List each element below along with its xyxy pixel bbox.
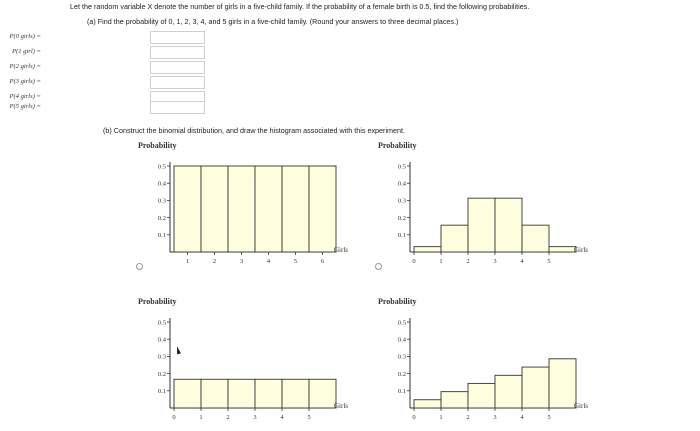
x-tick-label: 2 <box>226 414 230 421</box>
x-tick-label: 3 <box>253 414 257 421</box>
y-tick-label: 0.4 <box>397 180 406 188</box>
prob-input-0-girls[interactable] <box>150 31 205 44</box>
x-tick-label: 1 <box>439 258 443 265</box>
x-tick-label: 2 <box>466 414 470 421</box>
x-tick-label: 4 <box>520 258 524 265</box>
histogram-bar <box>282 166 309 252</box>
prob-label-4: P(4 girls) = <box>9 93 41 100</box>
histogram-option-c <box>138 296 366 430</box>
question-intro: Let the random variable X denote the number of girls in a five-child family. If the probability of a female birth is 0.5, find the following probabilities. <box>70 2 530 11</box>
prob-input-2-girls[interactable] <box>150 61 205 74</box>
x-tick-label: 5 <box>547 258 551 265</box>
y-tick-label: 0.3 <box>397 353 406 361</box>
histogram-bar <box>522 225 549 252</box>
y-tick-label: 0.4 <box>157 180 166 188</box>
part-a-prompt: (a) Find the probability of 0, 1, 2, 3, 4, and 5 girls in a five-child family. (Round your answers to three decimal places.) <box>87 17 459 26</box>
x-axis-label: Girls <box>574 246 588 254</box>
histogram-bar <box>174 166 201 252</box>
histogram-bar <box>201 166 228 252</box>
prob-label-2: P(2 girls) = <box>9 63 41 70</box>
x-tick-label: 0 <box>412 414 416 421</box>
histogram-bar <box>549 359 576 408</box>
histogram-bar <box>201 379 228 408</box>
y-tick-label: 0.2 <box>397 370 406 378</box>
x-tick-label: 0 <box>412 258 416 265</box>
histogram-bar <box>495 198 522 252</box>
x-tick-label: 5 <box>547 414 551 421</box>
chart-title: Probability <box>378 297 417 306</box>
y-tick-label: 0.2 <box>157 370 166 378</box>
histogram-bar <box>414 400 441 408</box>
histogram-bar <box>468 198 495 252</box>
x-tick-label: 1 <box>439 414 443 421</box>
histogram-bar <box>441 225 468 252</box>
y-tick-label: 0.2 <box>397 214 406 222</box>
x-tick-label: 0 <box>172 414 176 421</box>
x-tick-label: 1 <box>185 258 190 265</box>
prob-label-1: P(1 girl) = <box>12 48 41 55</box>
x-tick-label: 4 <box>266 258 271 265</box>
prob-input-3-girls[interactable] <box>150 76 205 89</box>
x-tick-label: 2 <box>466 258 470 265</box>
chart-title: Probability <box>138 297 177 306</box>
x-tick-label: 5 <box>293 258 298 265</box>
prob-input-5-girls[interactable] <box>150 101 205 114</box>
x-tick-label: 3 <box>493 414 497 421</box>
prob-label-5: P(5 girls) = <box>9 103 41 110</box>
x-axis-label: Girls <box>574 402 588 410</box>
histogram-bar <box>441 392 468 408</box>
x-tick-label: 3 <box>493 258 497 265</box>
x-axis-label: Girls <box>334 402 348 410</box>
chart-title: Probability <box>378 141 417 150</box>
histogram-bar <box>309 166 336 252</box>
prob-input-1-girl[interactable] <box>150 46 205 59</box>
y-tick-label: 0.4 <box>157 336 166 344</box>
x-axis-label: Girls <box>334 246 348 254</box>
y-tick-label: 0.1 <box>397 232 406 240</box>
histogram-bar <box>414 247 441 252</box>
y-tick-label: 0.1 <box>157 232 166 240</box>
histogram-bar <box>255 166 282 252</box>
histogram-option-d <box>378 296 606 430</box>
y-tick-label: 0.3 <box>157 197 166 205</box>
y-tick-label: 0.5 <box>397 319 406 327</box>
y-tick-label: 0.1 <box>397 388 406 396</box>
y-tick-label: 0.1 <box>157 388 166 396</box>
x-tick-label: 4 <box>280 414 284 421</box>
y-tick-label: 0.5 <box>397 163 406 171</box>
y-tick-label: 0.4 <box>397 336 406 344</box>
histogram-bar <box>309 379 336 408</box>
y-tick-label: 0.5 <box>157 319 166 327</box>
prob-label-0: P(0 girls) = <box>9 33 41 40</box>
x-tick-label: 3 <box>239 258 244 265</box>
histogram-option-b <box>378 140 606 274</box>
histogram-bar <box>495 375 522 408</box>
histogram-bar <box>174 379 201 408</box>
prob-label-3: P(3 girls) = <box>9 78 41 85</box>
part-b-prompt: (b) Construct the binomial distribution, and draw the histogram associated with this experiment. <box>103 126 406 135</box>
x-tick-label: 5 <box>307 414 311 421</box>
histogram-bar <box>549 247 576 252</box>
histogram-bar <box>255 379 282 408</box>
y-tick-label: 0.3 <box>397 197 406 205</box>
histogram-bar <box>228 379 255 408</box>
x-tick-label: 1 <box>199 414 203 421</box>
x-tick-label: 2 <box>212 258 217 265</box>
histogram-bar <box>228 166 255 252</box>
histogram-bar <box>468 383 495 408</box>
x-tick-label: 4 <box>520 414 524 421</box>
x-tick-label: 6 <box>320 258 325 265</box>
y-tick-label: 0.3 <box>157 353 166 361</box>
y-tick-label: 0.2 <box>157 214 166 222</box>
histogram-bar <box>522 367 549 408</box>
y-tick-label: 0.5 <box>157 163 166 171</box>
chart-title: Probability <box>138 141 177 150</box>
histogram-bar <box>282 379 309 408</box>
histogram-option-a <box>138 140 366 274</box>
